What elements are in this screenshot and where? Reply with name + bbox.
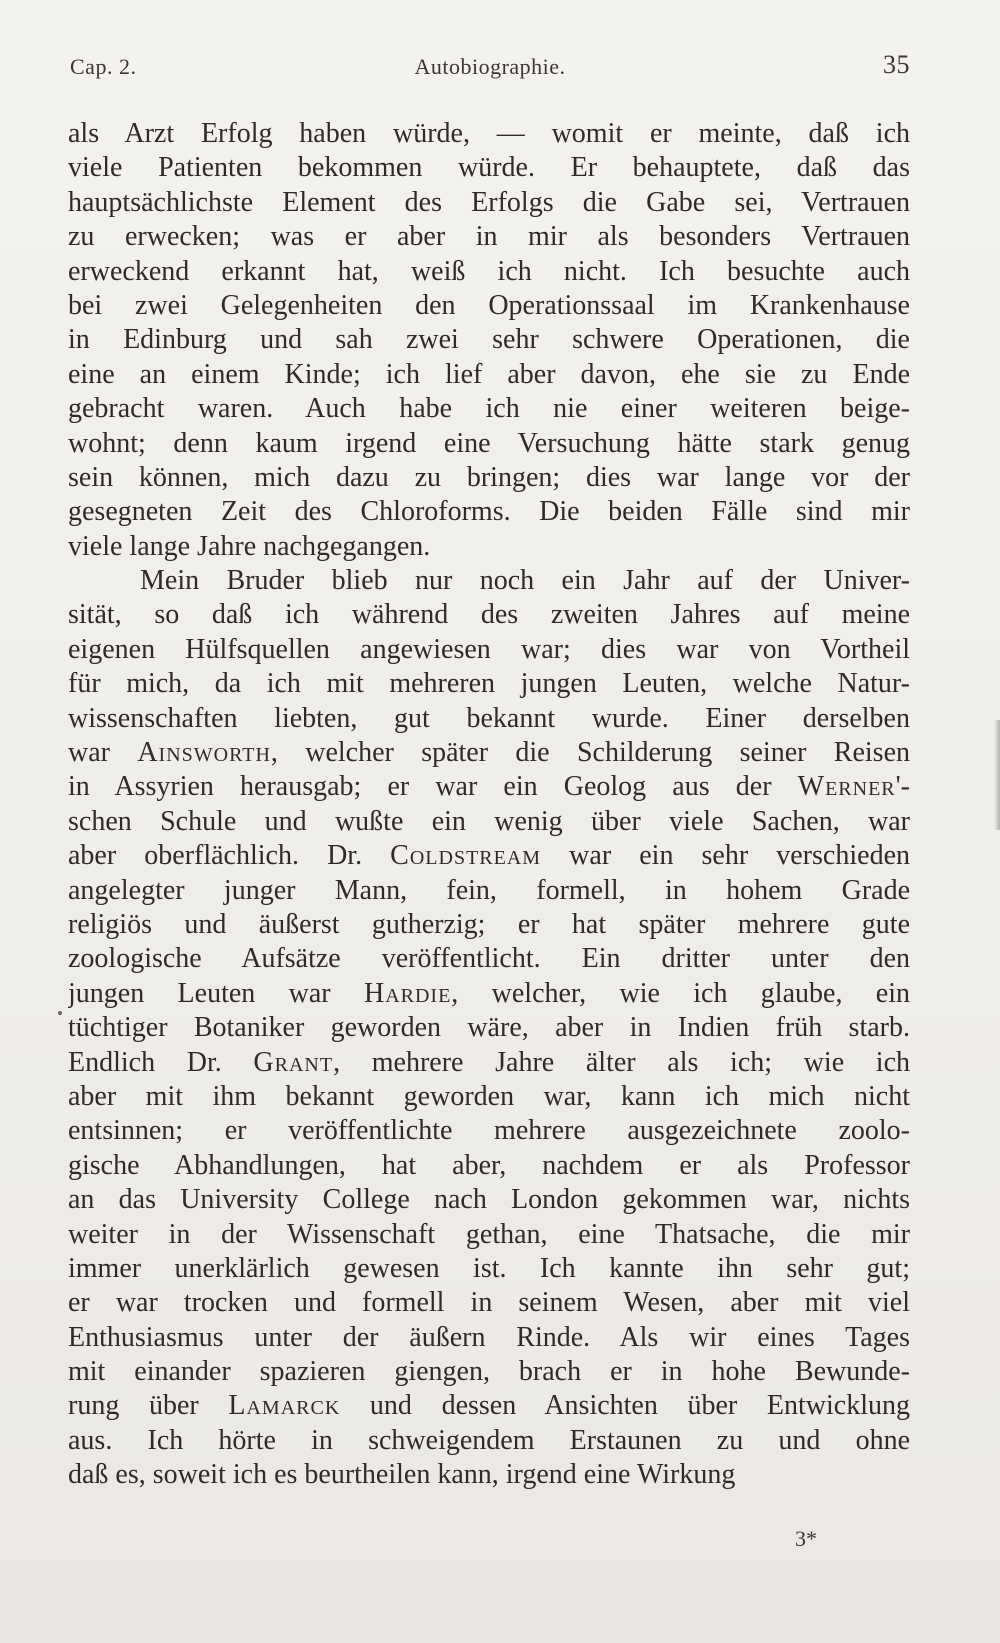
text-line: mit einander spazieren giengen, brach er in hohe Bewunde- [68,1356,910,1388]
body-text [68,117,910,1493]
text-line: daß es, soweit ich es beurtheilen kann, irgend eine Wirkung [68,1459,736,1491]
margin-speck [58,1011,62,1015]
text-line: wissenschaften liebten, gut bekannt wurde. Einer derselben [68,702,910,734]
text-line: er war trocken und formell in seinem Wesen, aber mit viel [68,1287,910,1319]
text-line: eigenen Hülfsquellen angewiesen war; dies war von Vortheil [68,633,910,665]
person-name: Hardie [363,977,452,1009]
person-name: Ainsworth [137,737,271,769]
text-line: tüchtiger Botaniker geworden wäre, aber in Indien früh starb. [68,1012,910,1044]
text-line: gesegneten Zeit des Chloroforms. Die beiden Fälle sind mir [68,496,910,528]
chapter-label: Cap. 2. [70,54,137,79]
text-line: hauptsächlichste Element des Erfolgs die Gabe sei, Vertrauen [68,186,910,218]
text-line: Mein Bruder blieb nur noch ein Jahr auf der Univer- [140,565,910,597]
signature-mark: 3* [795,1526,817,1551]
text-line: eine an einem Kinde; ich lief aber davon, ehe sie zu Ende [68,358,910,390]
text-line: aus. Ich hörte in schweigendem Erstaunen zu und ohne [68,1424,910,1456]
text-line: als Arzt Erfolg haben würde, — womit er meinte, daß ich [68,118,910,149]
text-line: immer unerklärlich gewesen ist. Ich kannte ihn sehr gut; [68,1252,910,1284]
text-line: in Assyrien herausgab; er war ein Geolog aus der Werner'- [68,771,910,803]
person-name: Coldstream [390,840,542,872]
text-line: bei zwei Gelegenheiten den Operationssaal im Krankenhause [68,289,910,321]
person-name: Werner [797,771,896,803]
text-line: entsinnen; er veröffentlichte mehrere ausgezeichnete zoolo- [68,1115,910,1147]
text-line: in Edinburg und sah zwei sehr schwere Operationen, die [68,324,910,356]
text-line: zu erwecken; was er aber in mir als besonders Vertrauen [68,221,910,253]
text-line: schen Schule und wußte ein wenig über viele Sachen, war [68,805,910,837]
text-line: rung über Lamarck und dessen Ansichten über Entwicklung [68,1390,910,1422]
text-line: Enthusiasmus unter der äußern Rinde. Als wir eines Tages [68,1321,910,1353]
text-line: sität, so daß ich während des zweiten Jahres auf meine [68,599,910,631]
running-header [70,50,910,86]
person-name: Lamarck [228,1390,341,1422]
page-edge-shadow [994,720,1000,830]
text-line: zoologische Aufsätze veröffentlicht. Ein dritter unter den [68,943,910,975]
person-name: Grant [253,1046,334,1078]
text-line: Endlich Dr. Grant, mehrere Jahre älter als ich; wie ich [68,1046,910,1078]
text-line: weiter in der Wissenschaft gethan, eine Thatsache, die mir [68,1218,910,1250]
text-line: religiös und äußerst gutherzig; er hat später mehrere gute [68,908,910,940]
text-line: sein können, mich dazu zu bringen; dies war lange vor der [68,461,910,493]
text-line: für mich, da ich mit mehreren jungen Leuten, welche Natur- [68,668,910,700]
text-line: viele Patienten bekommen würde. Er behauptete, daß das [68,152,910,184]
text-line: gebracht waren. Auch habe ich nie einer weiteren beige- [68,393,910,425]
text-line: wohnt; denn kaum irgend eine Versuchung hätte stark genug [68,427,910,459]
text-line: war Ainsworth, welcher später die Schilderung seiner Reisen [68,737,910,769]
page-number: 35 [883,50,910,79]
text-line: angelegter junger Mann, fein, formell, in hohem Grade [68,874,910,906]
text-line: gische Abhandlungen, hat aber, nachdem er als Professor [68,1149,910,1181]
text-line: aber mit ihm bekannt geworden war, kann ich mich nicht [68,1080,910,1112]
text-line: erweckend erkannt hat, weiß ich nicht. Ich besuchte auch [68,255,910,287]
text-line: aber oberflächlich. Dr. Coldstream war ein sehr verschieden [68,840,910,872]
text-line: viele lange Jahre nachgegangen. [68,530,431,562]
text-line: an das University College nach London gekommen war, nichts [68,1184,910,1216]
text-line: jungen Leuten war Hardie, welcher, wie ich glaube, ein [68,977,910,1009]
running-title: Autobiographie. [414,54,566,79]
